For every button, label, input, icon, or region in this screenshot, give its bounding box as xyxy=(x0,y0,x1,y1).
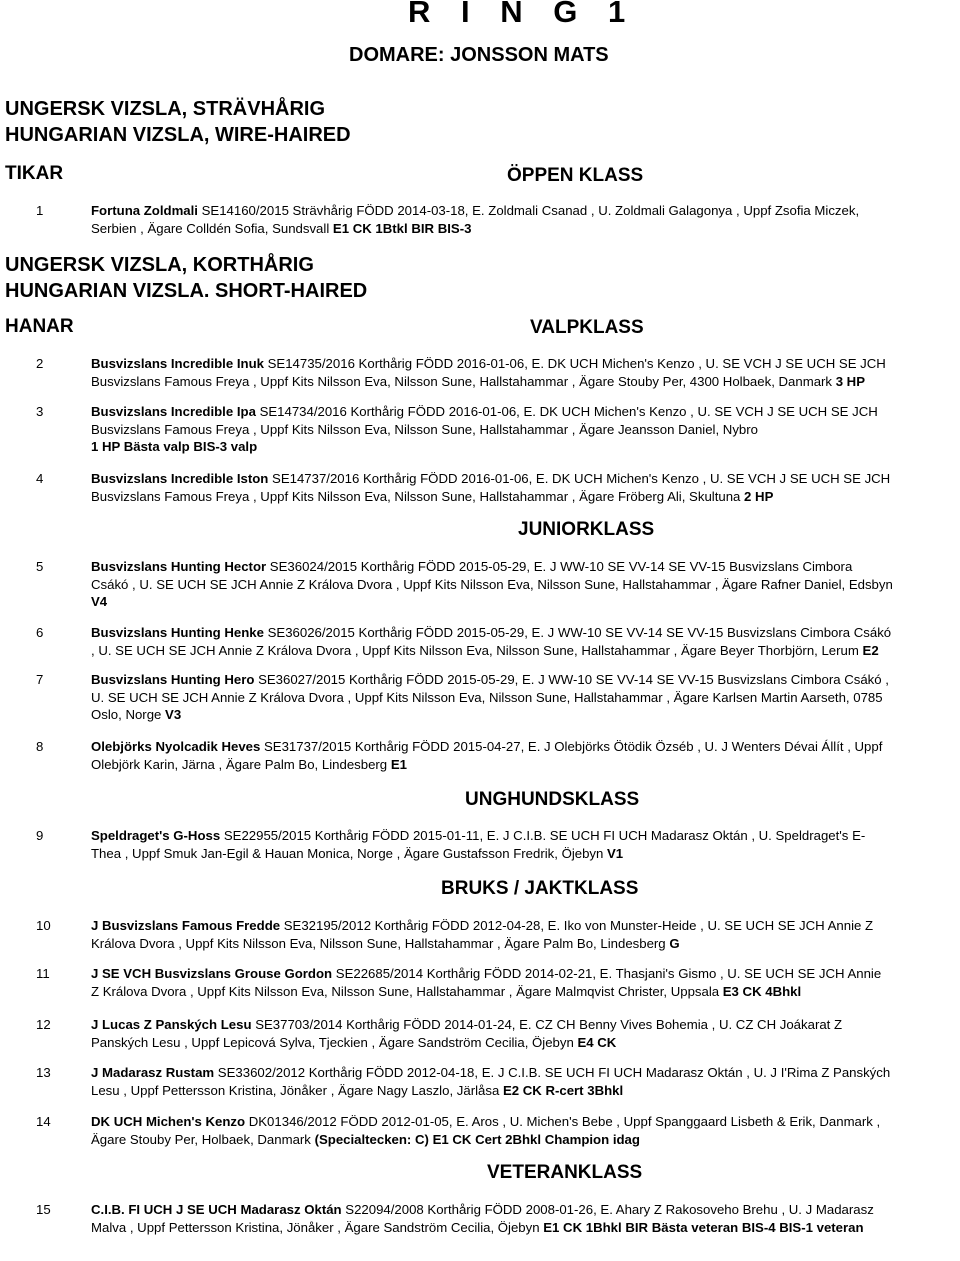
entry-4 xyxy=(0,470,960,530)
entry-details-cont: Ägare Stouby Per, Holbaek, Danmark xyxy=(91,1131,315,1147)
entry-5 xyxy=(0,558,960,618)
entry-number: 5 xyxy=(36,559,44,574)
entry-result: E2 CK R-cert 3Bhkl xyxy=(502,1082,624,1098)
class-heading-valp: VALPKLASS xyxy=(530,317,644,338)
dog-name: J Lucas Z Panských Lesu xyxy=(91,1017,252,1032)
entry-number: 3 xyxy=(36,404,44,419)
dog-name: Busvizslans Incredible Iston xyxy=(91,471,269,486)
entry-number: 2 xyxy=(36,356,44,371)
ring-title: R I N G 1 xyxy=(408,0,637,29)
breed-heading-short-haired xyxy=(5,252,367,304)
dog-name: Busvizslans Hunting Hector xyxy=(91,559,267,574)
dog-name: Fortuna Zoldmali xyxy=(91,203,198,218)
entry-number: 4 xyxy=(36,471,44,486)
entry-number: 9 xyxy=(36,828,44,843)
entry-number: 6 xyxy=(36,625,44,640)
entry-details: SE33602/2012 Korthårig FÖDD 2012-04-18, E. J C.I.B. SE UCH FI UCH Madarasz Oktán , U. J I'Rima Z Panských xyxy=(214,1065,891,1080)
entry-details-cont: Thea , Uppf Smuk Jan-Egil & Hauan Monica, Norge , Ägare Gustafsson Fredrik, Öjebyn xyxy=(91,845,608,861)
sex-heading-tikar: TIKAR xyxy=(5,163,64,184)
entry-result: E3 CK 4Bhkl xyxy=(722,983,802,999)
entry-details-cont: Csákó , U. SE UCH SE JCH Annie Z Králova Dvora , Uppf Kits Nilsson Eva, Nilsson Sune, Hallstahammar , Ägare Rafner Daniel, Edsbyn xyxy=(91,576,893,592)
breed-name-english: HUNGARIAN VIZSLA. SHORT-HAIRED xyxy=(5,280,368,302)
entry-details: SE36026/2015 Korthårig FÖDD 2015-05-29, E. J WW-10 SE VV-14 SE VV-15 Busvizslans Cimbora Csákó xyxy=(263,625,892,640)
entry-result: E1 CK 1Btkl BIR BIS-3 xyxy=(332,220,472,236)
class-heading-junior: JUNIORKLASS xyxy=(518,519,655,540)
entry-details-cont: Králova Dvora , Uppf Kits Nilsson Eva, Nilsson Sune, Hallstahammar , Ägare Palm Bo, Lindesberg xyxy=(91,935,670,951)
dog-name: Busvizslans Incredible Ipa xyxy=(91,404,256,419)
entry-7 xyxy=(0,671,960,731)
entry-result: 2 HP xyxy=(744,488,774,504)
entry-result: G xyxy=(669,935,680,951)
entry-details-cont: , U. SE UCH SE JCH Annie Z Králova Dvora , Uppf Kits Nilsson Eva, Nilsson Sune, Hallstahammar , Ägare Beyer Thorbjörn, Lerum xyxy=(91,642,863,658)
dog-name: Busvizslans Hunting Henke xyxy=(91,625,264,640)
dog-name: Busvizslans Incredible Inuk xyxy=(91,356,264,371)
judge-heading: DOMARE: JONSSON MATS xyxy=(349,44,609,66)
entry-details: SE36024/2015 Korthårig FÖDD 2015-05-29, E. J WW-10 SE VV-14 SE VV-15 Busvizslans Cimbora xyxy=(266,559,853,574)
entry-details: SE36027/2015 Korthårig FÖDD 2015-05-29, E. J WW-10 SE VV-14 SE VV-15 Busvizslans Cimbora Csákó , xyxy=(254,672,889,687)
entry-details-cont: Busvizslans Famous Freya , Uppf Kits Nilsson Eva, Nilsson Sune, Hallstahammar , Ägare Fröberg Ali, Skultuna xyxy=(91,488,745,504)
entry-result: E1 xyxy=(390,756,407,772)
entry-number: 1 xyxy=(36,203,44,218)
entry-number: 14 xyxy=(36,1114,51,1129)
entry-number: 8 xyxy=(36,739,44,754)
entry-details: SE32195/2012 Korthårig FÖDD 2012-04-28, E. Iko von Munster-Heide , U. SE UCH SE JCH Annie Z xyxy=(280,918,874,933)
entry-details-cont: Serbien , Ägare Colldén Sofia, Sundsvall xyxy=(91,220,333,236)
entry-result: 1 HP Bästa valp BIS-3 valp xyxy=(91,439,258,454)
entry-result: V4 xyxy=(91,594,108,609)
entry-details: S22094/2008 Korthårig FÖDD 2008-01-26, E. Ahary Z Rakosoveho Brehu , U. J Madarasz xyxy=(341,1202,874,1217)
entry-result: E1 CK 1Bhkl BIR Bästa veteran BIS-4 BIS-1 veteran xyxy=(543,1219,864,1235)
entry-details-cont2: Oslo, Norge xyxy=(91,707,166,722)
breed-name-english: HUNGARIAN VIZSLA, WIRE-HAIRED xyxy=(5,124,351,146)
entry-result: E2 xyxy=(862,642,879,658)
class-heading-oppen: ÖPPEN KLASS xyxy=(507,165,644,186)
dog-name: DK UCH Michen's Kenzo xyxy=(91,1114,246,1129)
entry-details-cont: Busvizslans Famous Freya , Uppf Kits Nilsson Eva, Nilsson Sune, Hallstahammar , Ägare Jeansson Daniel, Nybro xyxy=(91,421,758,437)
entry-result: E4 CK xyxy=(577,1034,617,1050)
entry-details-cont: Busvizslans Famous Freya , Uppf Kits Nilsson Eva, Nilsson Sune, Hallstahammar , Ägare Stouby Per, 4300 Holbaek, Danmark xyxy=(91,373,836,389)
entry-details-cont: Z Králova Dvora , Uppf Kits Nilsson Eva, Nilsson Sune, Hallstahammar , Ägare Malmqvist Christer, Uppsala xyxy=(91,983,723,999)
entry-details: SE14735/2016 Korthårig FÖDD 2016-01-06, E. DK UCH Michen's Kenzo , U. SE VCH J SE UCH SE JCH xyxy=(263,356,886,371)
class-heading-bruks-jakt: BRUKS / JAKTKLASS xyxy=(441,878,639,899)
entry-details: SE22685/2014 Korthårig FÖDD 2014-02-21, E. Thasjani's Gismo , U. SE UCH SE JCH Annie xyxy=(332,966,882,981)
dog-name: J Madarasz Rustam xyxy=(91,1065,215,1080)
class-heading-unghund: UNGHUNDSKLASS xyxy=(465,789,640,810)
entry-result: (Specialtecken: C) E1 CK Cert 2Bhkl Champion idag xyxy=(314,1131,640,1147)
dog-name: C.I.B. FI UCH J SE UCH Madarasz Oktán xyxy=(91,1202,342,1217)
entry-details: SE14734/2016 Korthårig FÖDD 2016-01-06, E. DK UCH Michen's Kenzo , U. SE VCH J SE UCH SE JCH xyxy=(255,404,878,419)
entry-details-cont: U. SE UCH SE JCH Annie Z Králova Dvora , Uppf Kits Nilsson Eva, Nilsson Sune, Hallstahammar , Ägare Karlsen Martin Aarseth, 0785 xyxy=(91,689,883,705)
entry-number: 11 xyxy=(36,966,50,981)
dog-name: J Busvizslans Famous Fredde xyxy=(91,918,281,933)
entry-details-cont: Olebjörk Karin, Järna , Ägare Palm Bo, Lindesberg xyxy=(91,756,391,772)
entry-result: 3 HP xyxy=(835,373,866,389)
dog-name: Busvizslans Hunting Hero xyxy=(91,672,255,687)
entry-15 xyxy=(0,1201,960,1261)
entry-details-cont: Malva , Uppf Pettersson Kristina, Jönåker , Ägare Sandström Cecilia, Öjebyn xyxy=(91,1219,544,1235)
entry-details: SE31737/2015 Korthårig FÖDD 2015-04-27, E. J Olebjörks Ötödik Özséb , U. J Wenters Dévai Állít , Uppf xyxy=(260,739,883,754)
dog-name: Speldraget's G-Hoss xyxy=(91,828,221,843)
entry-details: SE37703/2014 Korthårig FÖDD 2014-01-24, E. CZ CH Benny Vives Bohemia , U. CZ CH Joákarat Z xyxy=(251,1017,843,1032)
entry-number: 7 xyxy=(36,672,44,687)
entry-number: 12 xyxy=(36,1017,51,1032)
dog-name: Olebjörks Nyolcadik Heves xyxy=(91,739,261,754)
entry-result: V3 xyxy=(165,707,182,722)
breed-heading-wire-haired xyxy=(5,96,351,148)
entry-details: DK01346/2012 FÖDD 2012-01-05, E. Aros , U. Michen's Bebe , Uppf Spanggaard Lisbeth & Erik, Danmark , xyxy=(245,1114,881,1129)
entry-details-cont: Lesu , Uppf Pettersson Kristina, Jönåker , Ägare Nagy Laszlo, Järlåsa xyxy=(91,1082,503,1098)
entry-details: SE14160/2015 Strävhårig FÖDD 2014-03-18, E. Zoldmali Csanad , U. Zoldmali Galagonya , Uppf Zsofia Miczek, xyxy=(197,203,860,218)
entry-number: 15 xyxy=(36,1202,51,1217)
breed-name-swedish: UNGERSK VIZSLA, KORTHÅRIG xyxy=(5,254,314,276)
entry-details-cont: Panských Lesu , Uppf Lepicová Sylva, Tjeckien , Ägare Sandström Cecilia, Öjebyn xyxy=(91,1034,578,1050)
entry-details: SE14737/2016 Korthårig FÖDD 2016-01-06, E. DK UCH Michen's Kenzo , U. SE VCH J SE UCH SE JCH xyxy=(268,471,891,486)
dog-name: J SE VCH Busvizslans Grouse Gordon xyxy=(91,966,333,981)
entry-number: 13 xyxy=(36,1065,51,1080)
entry-details: SE22955/2015 Korthårig FÖDD 2015-01-11, E. J C.I.B. SE UCH FI UCH Madarasz Oktán , U. Speldraget's E- xyxy=(220,828,866,843)
entry-result: V1 xyxy=(607,845,624,861)
entry-3 xyxy=(0,403,960,463)
class-heading-veteran: VETERANKLASS xyxy=(487,1162,643,1183)
breed-name-swedish: UNGERSK VIZSLA, STRÄVHÅRIG xyxy=(5,98,326,120)
sex-heading-hanar: HANAR xyxy=(5,316,74,337)
entry-14 xyxy=(0,1113,960,1173)
entry-number: 10 xyxy=(36,918,51,933)
